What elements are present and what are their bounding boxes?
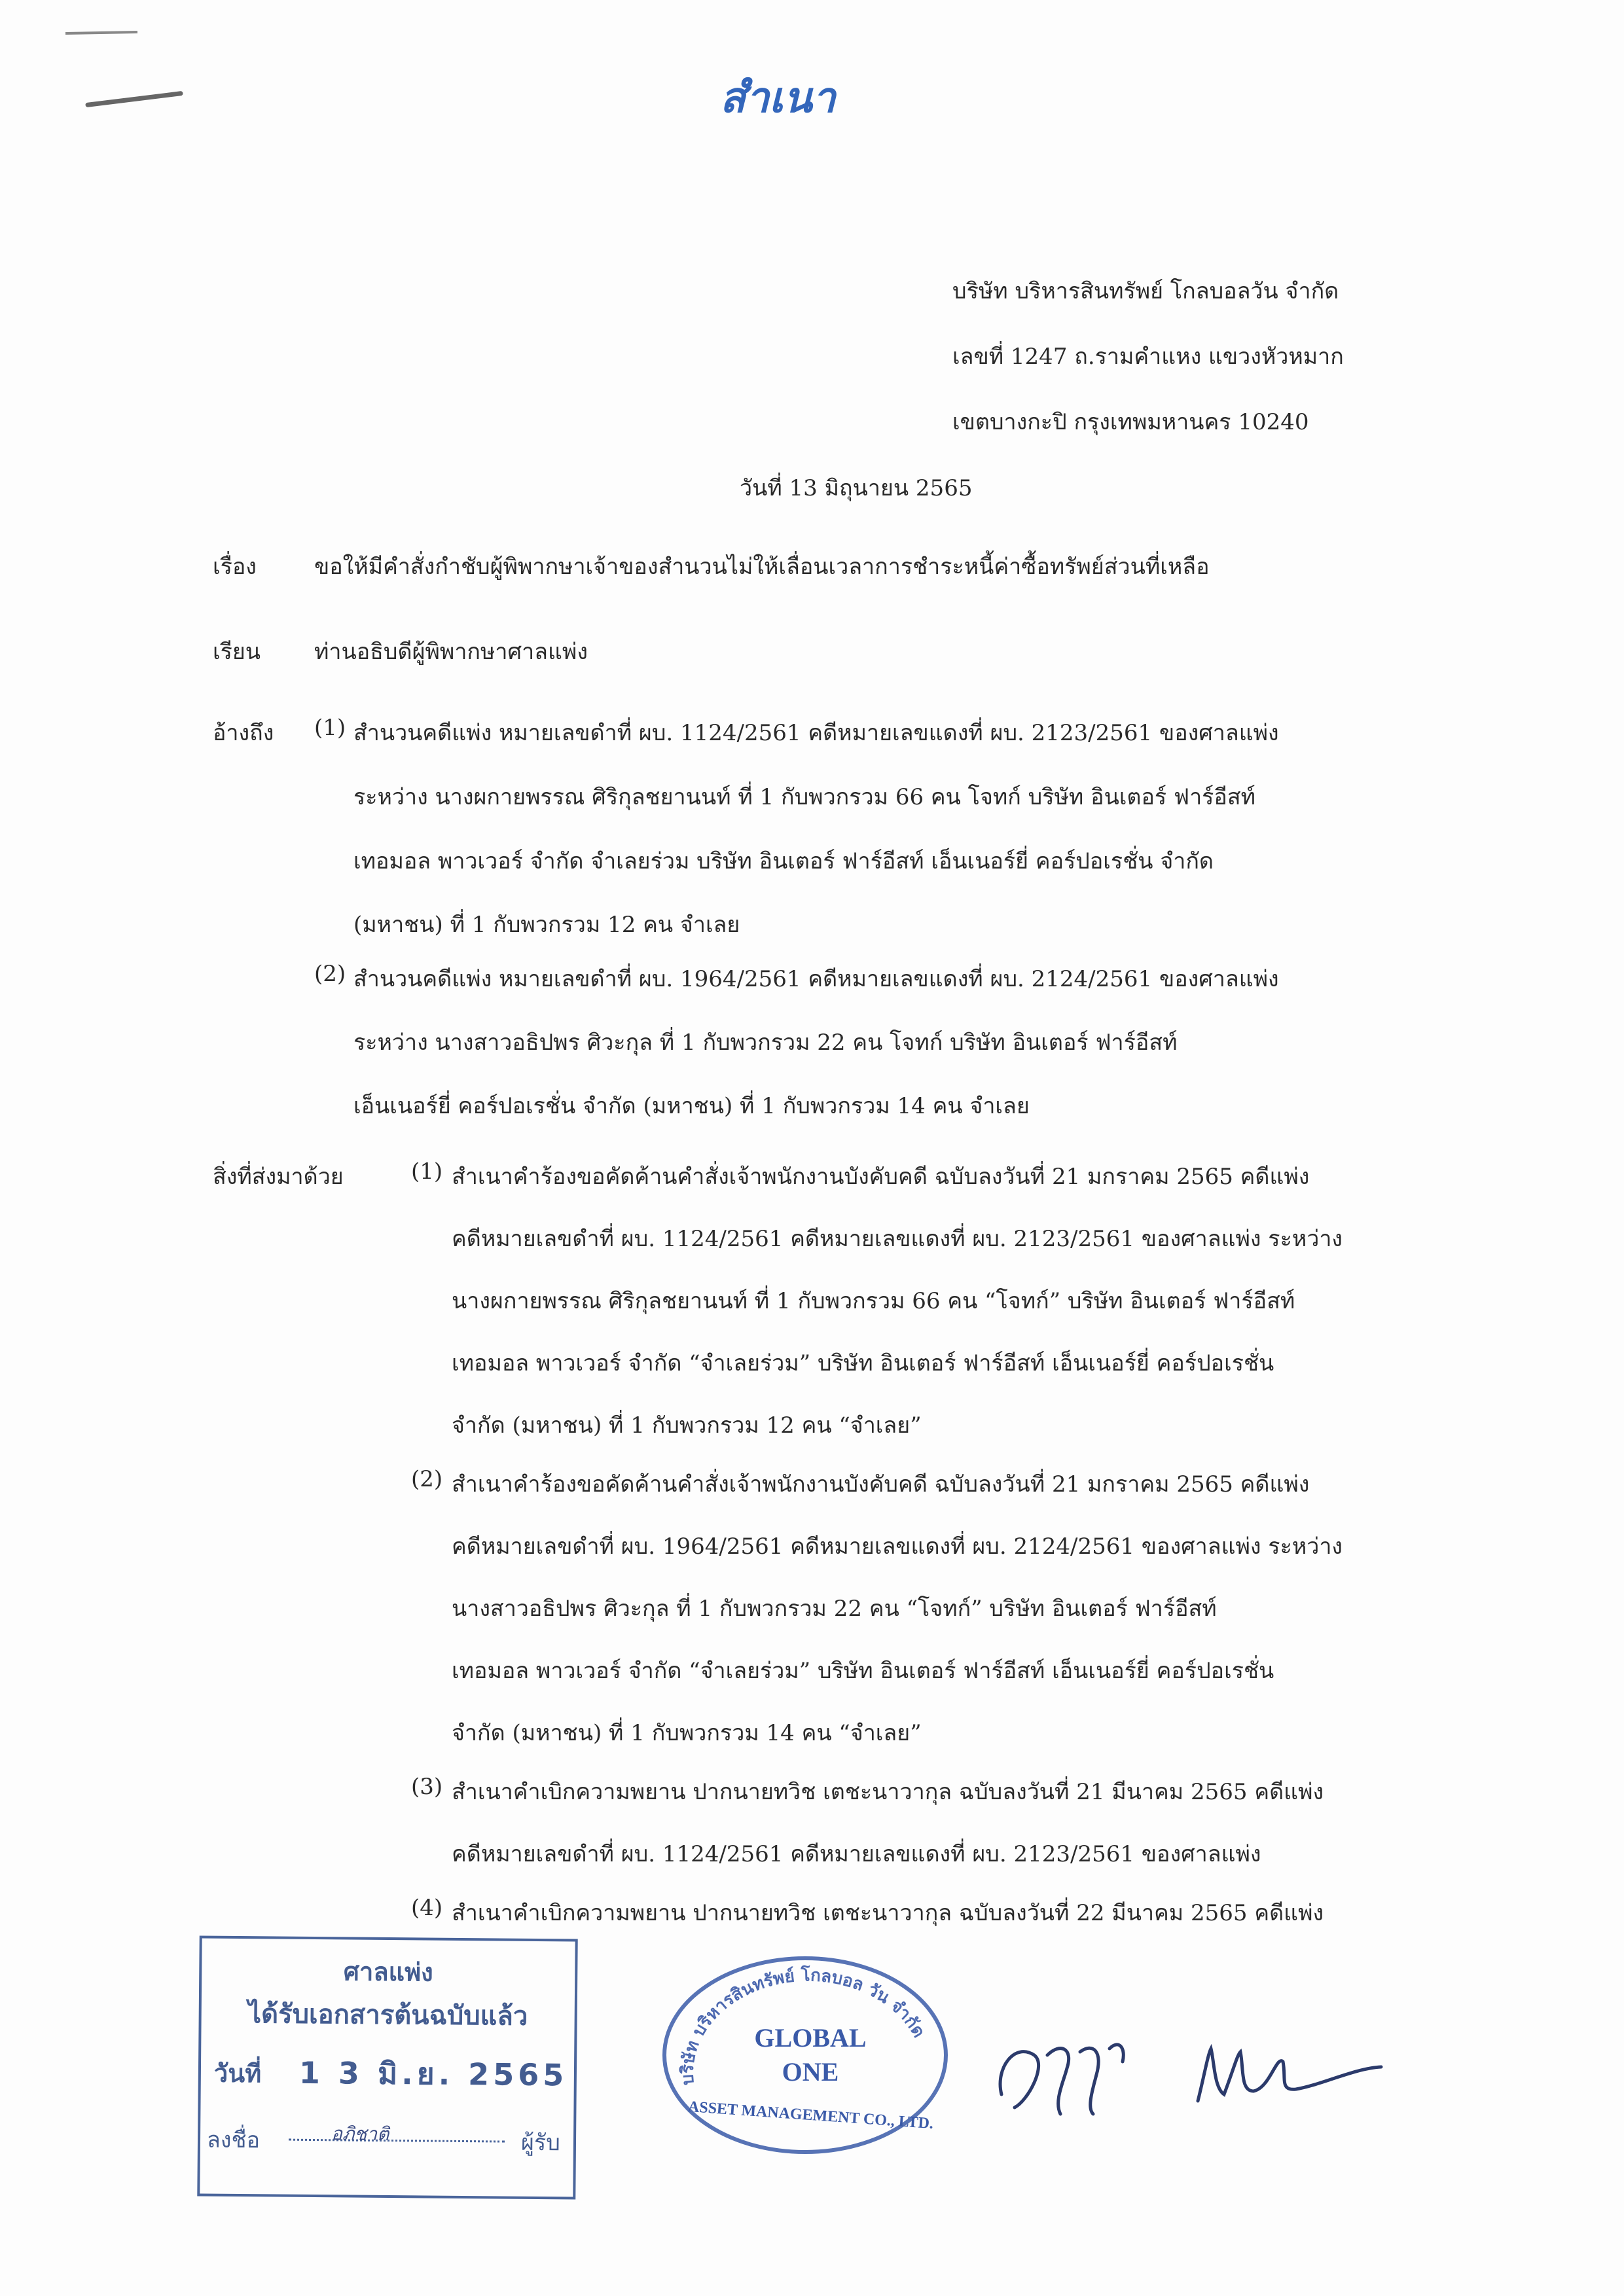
signature-1 xyxy=(1000,2045,1123,2114)
sender-line: เลขที่ 1247 ถ.รามคำแหง แขวงหัวหมาก xyxy=(952,344,1344,370)
enclosure-line: สำเนาคำร้องขอคัดค้านคำสั่งเจ้าพนักงานบังคับคดี ฉบับลงวันที่ 21 มกราคม 2565 คดีแพ่ง xyxy=(452,1164,1310,1190)
scratch-mark xyxy=(65,31,137,35)
stamp-date-label: วันที่ xyxy=(213,2058,262,2089)
enclosure-line: คดีหมายเลขดำที่ ผบ. 1124/2561 คดีหมายเลขแดงที่ ผบ. 2123/2561 ของศาลแพ่ง xyxy=(452,1841,1261,1867)
reference-line: สำนวนคดีแพ่ง หมายเลขดำที่ ผบ. 1964/2561 คดีหมายเลขแดงที่ ผบ. 2124/2561 ของศาลแพ่ง xyxy=(353,966,1279,992)
stamp-date-value: 1 3 มิ.ย. 2565 xyxy=(298,2054,568,2093)
enclosure-line: สำเนาคำเบิกความพยาน ปากนายทวิช เตชะนาวากุล ฉบับลงวันที่ 21 มีนาคม 2565 คดีแพ่ง xyxy=(452,1779,1324,1805)
scratch-mark xyxy=(85,91,183,107)
enclosure-num: (4) xyxy=(411,1895,443,1921)
seal-line2: ONE xyxy=(782,2057,839,2087)
stamp-sign-value: อภิชาติ xyxy=(331,2123,389,2145)
reference-line: (มหาชน) ที่ 1 กับพวกรวม 12 คน จำเลย xyxy=(353,912,740,938)
reference-line: ระหว่าง นางสาวอธิปพร ศิวะกุล ที่ 1 กับพวกรวม 22 คน โจทก์ บริษัท อินเตอร์ ฟาร์อีสท์ xyxy=(353,1030,1178,1056)
reference-line: สำนวนคดีแพ่ง หมายเลขดำที่ ผบ. 1124/2561 คดีหมายเลขแดงที่ ผบ. 2123/2561 ของศาลแพ่ง xyxy=(353,720,1279,746)
to-label: เรียน xyxy=(213,639,261,665)
handwritten-signatures xyxy=(988,2016,1394,2127)
stamp-sign-label: ลงชื่อ xyxy=(206,2126,261,2154)
enclosure-num: (1) xyxy=(411,1158,443,1185)
enclosures-label: สิ่งที่ส่งมาด้วย xyxy=(213,1164,344,1190)
reference-line: ระหว่าง นางผกายพรรณ ศิริกุลชยานนท์ ที่ 1 กับพวกรวม 66 คน โจทก์ บริษัท อินเตอร์ ฟาร์อีสท์ xyxy=(353,784,1256,810)
enclosure-line: จำกัด (มหาชน) ที่ 1 กับพวกรวม 12 คน “จำเลย” xyxy=(452,1412,922,1439)
subject-text: ขอให้มีคำสั่งกำชับผู้พิพากษาเจ้าของสำนวนไม่ให้เลื่อนเวลาการชำระหนี้ค่าซื้อทรัพย์ส่วนที่เหลือ xyxy=(314,554,1210,580)
sender-address xyxy=(952,259,1344,455)
seal-line1: GLOBAL xyxy=(754,2023,867,2053)
enclosure-line: จำกัด (มหาชน) ที่ 1 กับพวกรวม 14 คน “จำเลย” xyxy=(452,1720,922,1746)
company-seal xyxy=(655,1947,956,2157)
stamp-court-name: ศาลแพ่ง xyxy=(343,1957,433,1987)
enclosure-num: (3) xyxy=(411,1774,443,1800)
enclosure-line: นางผกายพรรณ ศิริกุลชยานนท์ ที่ 1 กับพวกรวม 66 คน “โจทก์” บริษัท อินเตอร์ ฟาร์อีสท์ xyxy=(452,1288,1295,1314)
subject-label: เรื่อง xyxy=(213,554,257,580)
enclosure-line: คดีหมายเลขดำที่ ผบ. 1124/2561 คดีหมายเลขแดงที่ ผบ. 2123/2561 ของศาลแพ่ง ระหว่าง xyxy=(452,1226,1343,1252)
sender-line: เขตบางกะปิ กรุงเทพมหานคร 10240 xyxy=(952,409,1309,435)
to-text: ท่านอธิบดีผู้พิพากษาศาลแพ่ง xyxy=(314,639,588,665)
copy-mark: สำเนา xyxy=(720,73,836,122)
signature-2 xyxy=(1198,2049,1381,2101)
stamp-receiver-label: ผู้รับ xyxy=(520,2129,560,2157)
reference-num: (2) xyxy=(314,961,346,987)
enclosure-line: สำเนาคำร้องขอคัดค้านคำสั่งเจ้าพนักงานบังคับคดี ฉบับลงวันที่ 21 มกราคม 2565 คดีแพ่ง xyxy=(452,1471,1310,1498)
enclosure-line: นางสาวอธิปพร ศิวะกุล ที่ 1 กับพวกรวม 22 คน “โจทก์” บริษัท อินเตอร์ ฟาร์อีสท์ xyxy=(452,1596,1217,1622)
enclosure-line: เทอมอล พาวเวอร์ จำกัด “จำเลยร่วม” บริษัท อินเตอร์ ฟาร์อีสท์ เอ็นเนอร์ยี่ คอร์ปอเรชั่น xyxy=(452,1658,1274,1684)
reference-num: (1) xyxy=(314,715,346,741)
stamp-received-text: ได้รับเอกสารต้นฉบับแล้ว xyxy=(247,1999,528,2032)
seal-line3: ASSET MANAGEMENT CO., LTD. xyxy=(687,2098,934,2133)
enclosure-line: คดีหมายเลขดำที่ ผบ. 1964/2561 คดีหมายเลขแดงที่ ผบ. 2124/2561 ของศาลแพ่ง ระหว่าง xyxy=(452,1534,1343,1560)
enclosure-line: สำเนาคำเบิกความพยาน ปากนายทวิช เตชะนาวากุล ฉบับลงวันที่ 22 มีนาคม 2565 คดีแพ่ง xyxy=(452,1900,1324,1926)
seal-thai-text: บริษัท บริหารสินทรัพย์ โกลบอล วัน จำกัด xyxy=(677,1965,929,2086)
reference-label: อ้างถึง xyxy=(213,720,274,746)
court-receipt-stamp xyxy=(197,1935,577,2199)
enclosure-num: (2) xyxy=(411,1466,443,1492)
enclosure-line: เทอมอล พาวเวอร์ จำกัด “จำเลยร่วม” บริษัท อินเตอร์ ฟาร์อีสท์ เอ็นเนอร์ยี่ คอร์ปอเรชั่น xyxy=(452,1350,1274,1376)
reference-line: เอ็นเนอร์ยี่ คอร์ปอเรชั่น จำกัด (มหาชน) ที่ 1 กับพวกรวม 14 คน จำเลย xyxy=(353,1093,1030,1119)
letter-date: วันที่ 13 มิถุนายน 2565 xyxy=(740,475,973,501)
reference-line: เทอมอล พาวเวอร์ จำกัด จำเลยร่วม บริษัท อินเตอร์ ฟาร์อีสท์ เอ็นเนอร์ยี่ คอร์ปอเรชั่น จำกัด xyxy=(353,848,1214,874)
sender-line: บริษัท บริหารสินทรัพย์ โกลบอลวัน จำกัด xyxy=(952,278,1339,304)
stamp-sign-line xyxy=(289,2139,505,2143)
